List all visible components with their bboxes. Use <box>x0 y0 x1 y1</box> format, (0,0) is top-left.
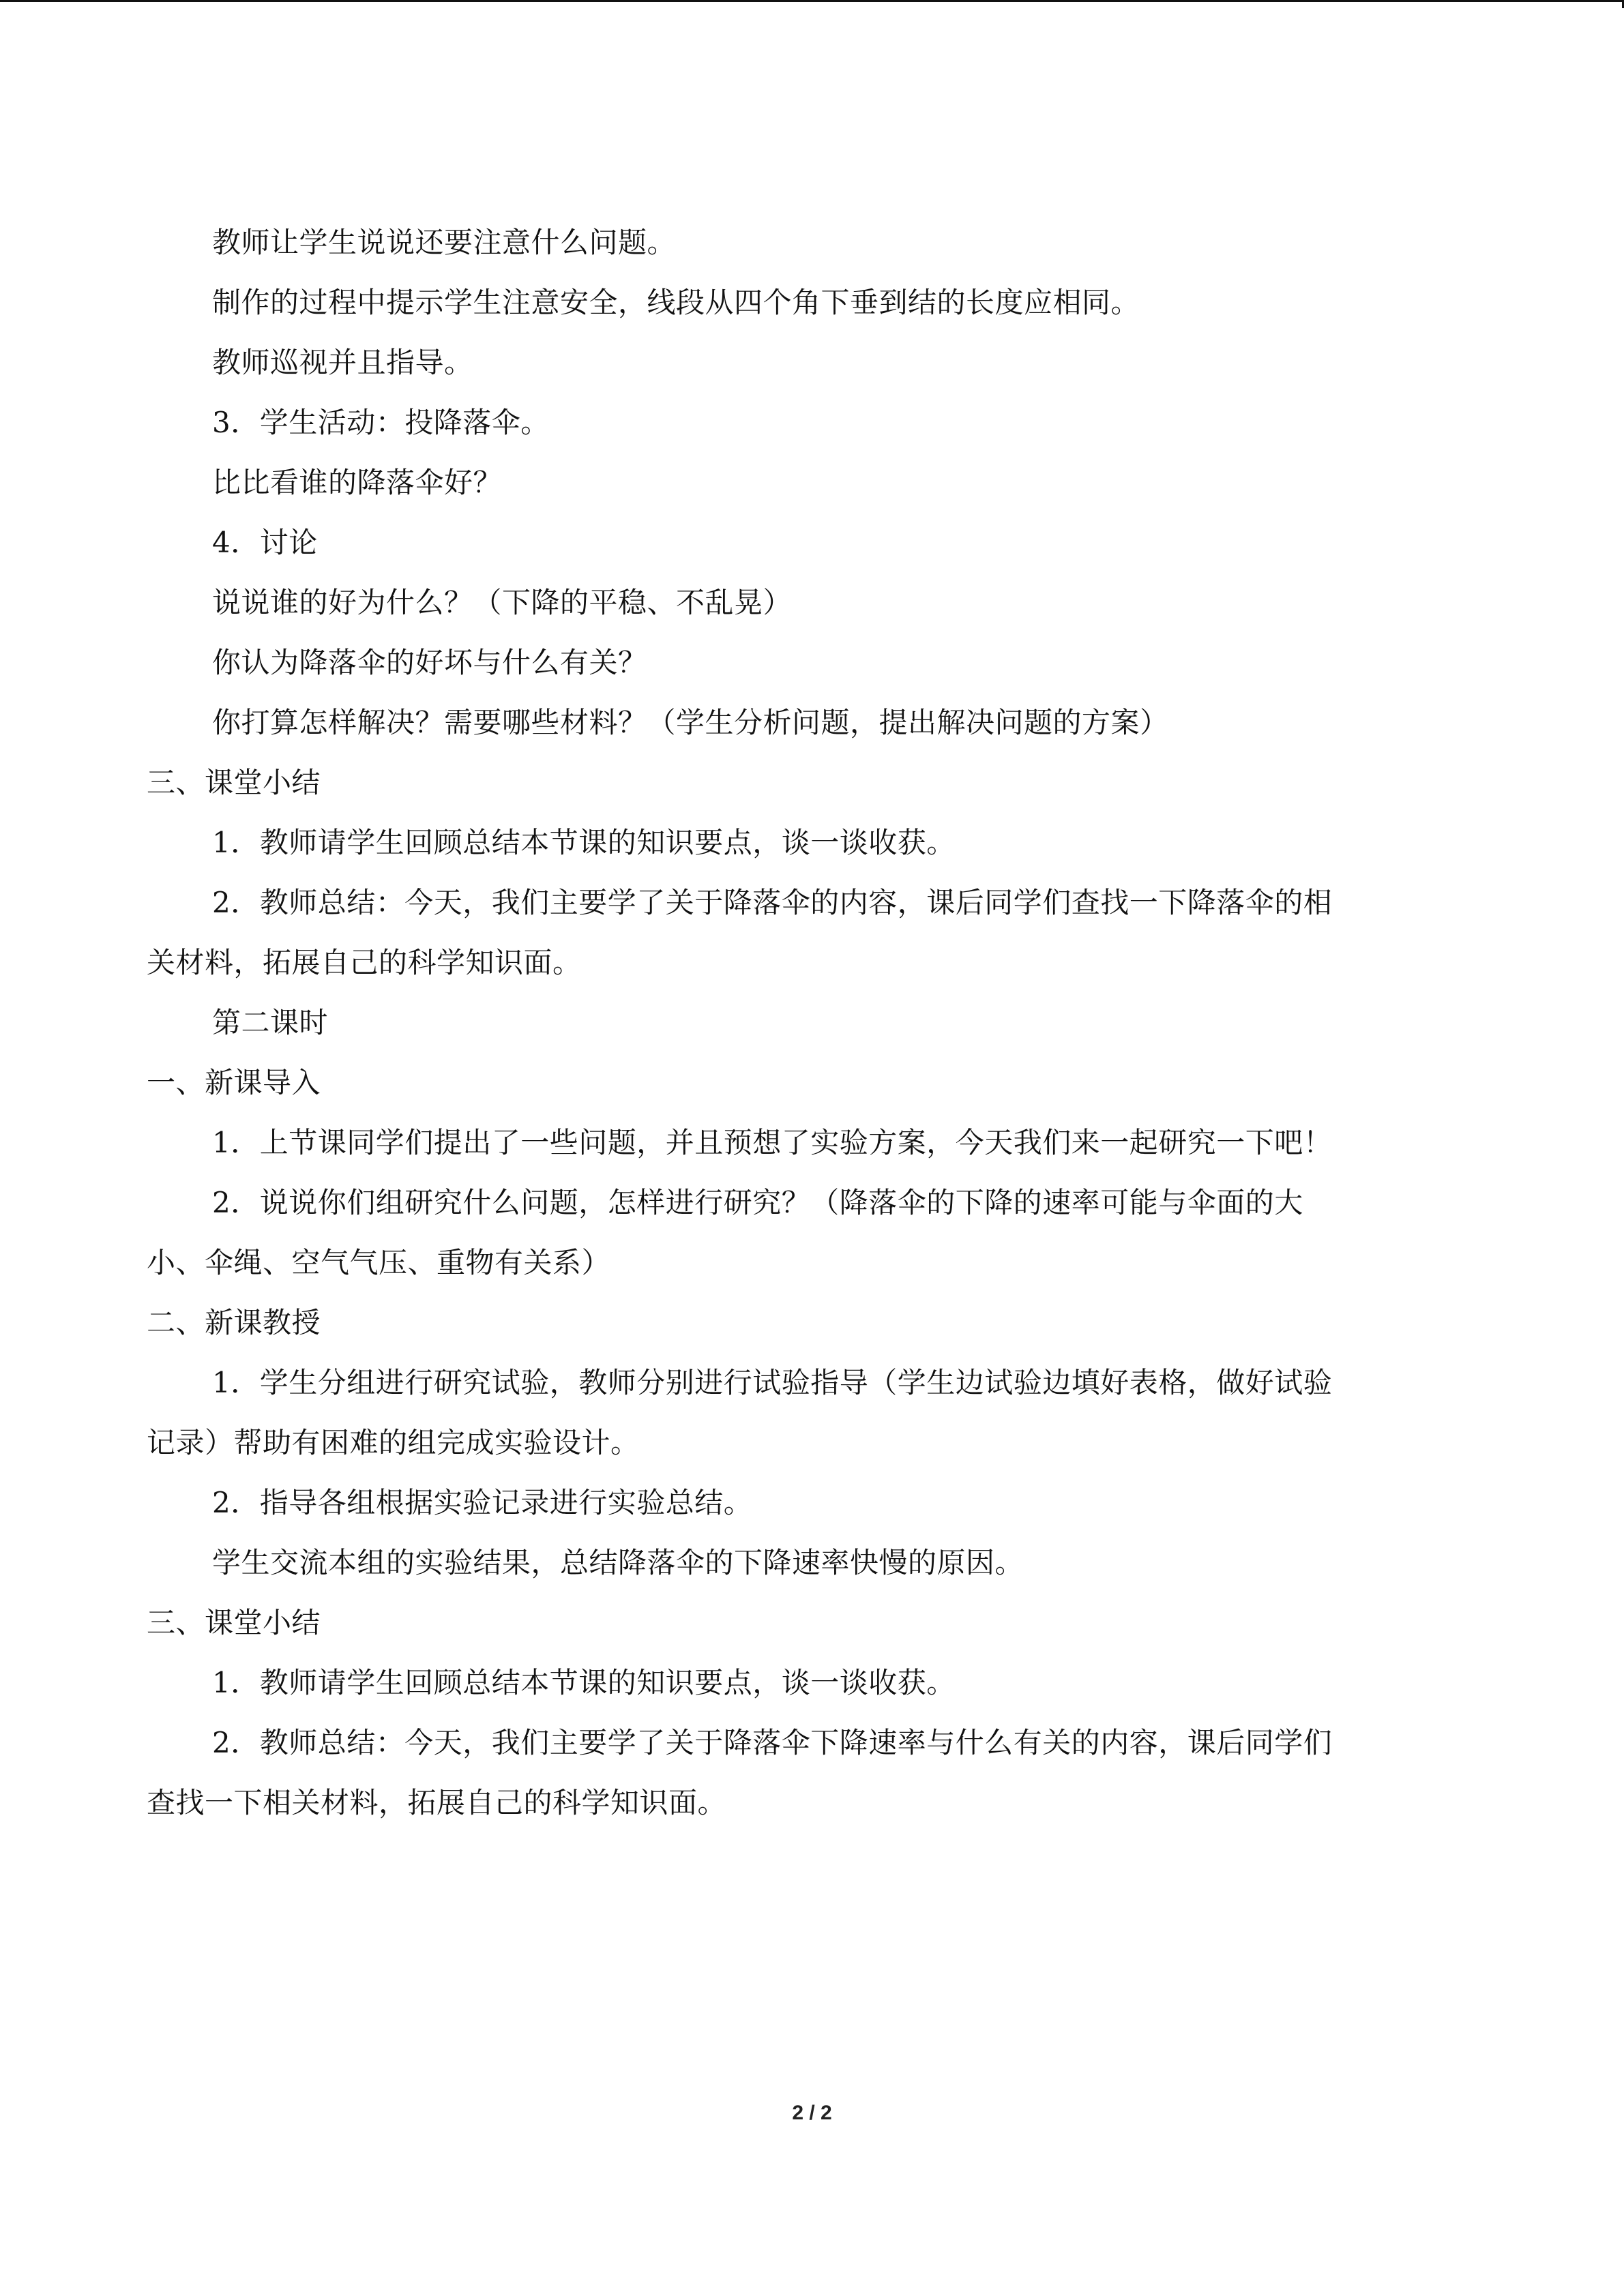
list-item: 2．教师总结：今天，我们主要学了关于降落伞下降速率与什么有关的内容，课后同学们 <box>212 1726 1333 1759</box>
paragraph-continuation: 查找一下相关材料，拓展自己的科学知识面。 <box>147 1786 727 1819</box>
paragraph-line: 学生交流本组的实验结果，总结降落伞的下降速率快慢的原因。 <box>212 1546 1024 1579</box>
paragraph-line: 比比看谁的降落伞好？ <box>212 466 503 499</box>
paragraph-continuation: 小、伞绳、空气气压、重物有关系） <box>147 1246 611 1279</box>
paragraph-continuation: 记录）帮助有困难的组完成实验设计。 <box>147 1426 640 1459</box>
paragraph-line: 你打算怎样解决？需要哪些材料？（学生分析问题，提出解决问题的方案） <box>212 706 1169 739</box>
lesson-title: 第二课时 <box>212 1006 329 1039</box>
section-heading: 三、课堂小结 <box>147 1606 321 1639</box>
section-heading: 一、新课导入 <box>147 1066 321 1099</box>
paragraph-line: 你认为降落伞的好坏与什么有关？ <box>212 646 647 679</box>
list-item: 1．学生分组进行研究试验，教师分别进行试验指导（学生边试验边填好表格，做好试验 <box>212 1366 1333 1399</box>
list-item: 1．上节课同学们提出了一些问题，并且预想了实验方案，今天我们来一起研究一下吧！ <box>212 1126 1333 1159</box>
top-border-line <box>0 0 1624 2</box>
paragraph-continuation: 关材料，拓展自己的科学知识面。 <box>147 946 582 979</box>
paragraph-line: 教师巡视并且指导。 <box>212 346 473 379</box>
list-item: 4．讨论 <box>212 526 318 559</box>
page-number: 2 / 2 <box>792 2102 832 2124</box>
list-item: 2．说说你们组研究什么问题，怎样进行研究？（降落伞的下降的速率可能与伞面的大 <box>212 1186 1303 1219</box>
list-item: 2．教师总结：今天，我们主要学了关于降落伞的内容，课后同学们查找一下降落伞的相 <box>212 886 1333 919</box>
paragraph-line: 教师让学生说说还要注意什么问题。 <box>212 226 677 259</box>
list-item: 3．学生活动：投降落伞。 <box>212 406 550 439</box>
list-item: 2．指导各组根据实验记录进行实验总结。 <box>212 1486 753 1519</box>
section-heading: 三、课堂小结 <box>147 766 321 799</box>
paragraph-line: 制作的过程中提示学生注意安全，线段从四个角下垂到结的长度应相同。 <box>212 286 1140 319</box>
section-heading: 二、新课教授 <box>147 1306 321 1339</box>
paragraph-line: 说说谁的好为什么？（下降的平稳、不乱晃） <box>212 586 793 619</box>
document-body <box>147 213 1480 1833</box>
list-item: 1．教师请学生回顾总结本节课的知识要点，谈一谈收获。 <box>212 826 956 859</box>
list-item: 1．教师请学生回顾总结本节课的知识要点，谈一谈收获。 <box>212 1666 956 1699</box>
